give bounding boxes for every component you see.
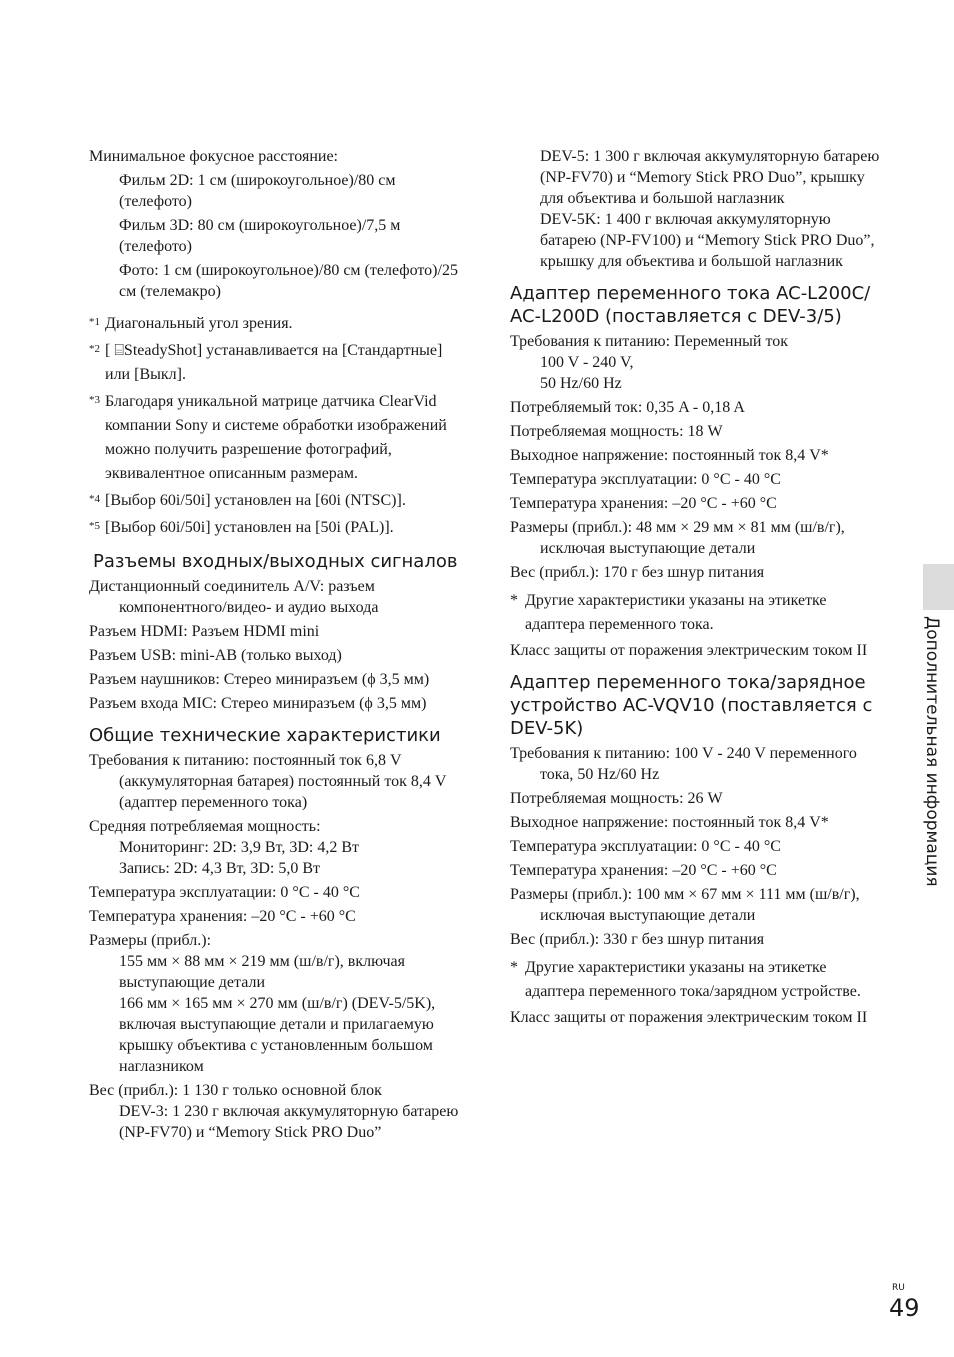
section-tab-marker — [923, 564, 954, 610]
adapter1-consumption: Потребляемая мощность: 18 W — [510, 423, 723, 440]
footnote-text: [Выбор 60i/50i] установлен на [50i (PAL)]. — [105, 519, 394, 536]
general-power: Требования к питанию: постоянный ток 6,8 V (аккумуляторная батарея) постоянный ток 8,4 V (адаптер переменного тока) — [89, 752, 447, 811]
focus-distance-title: Минимальное фокусное расстояние: — [89, 148, 338, 165]
adapter2-heading: Адаптер переменного тока/зарядное устройство AC-VQV10 (поставляется с DEV-5K) — [510, 672, 873, 739]
general-dims-dev5: 166 мм × 165 мм × 270 мм (ш/в/г) (DEV-5/5K), включая выступающие детали и прилагаемую крышку объектива с установленным большом наглазником — [119, 995, 436, 1075]
focus-film-2d: Фильм 2D: 1 см (широкоугольное)/80 см (телефото) — [119, 172, 396, 210]
footnote — [89, 516, 469, 540]
footnote-mark: *4 — [89, 493, 100, 505]
weight-dev5k: DEV-5K: 1 400 г включая аккумуляторную батарею (NP-FV100) и “Memory Stick PRO Duo”, крышку для объектива и большой наглазник — [540, 211, 875, 270]
right-column — [510, 146, 890, 1031]
adapter2-dims: Размеры (прибл.): 100 мм × 67 мм × 111 мм (ш/в/г), исключая выступающие детали — [510, 886, 860, 924]
note-mark: * — [510, 592, 518, 609]
adapter1-dims: Размеры (прибл.): 48 мм × 29 мм × 81 мм (ш/в/г), исключая выступающие детали — [510, 519, 845, 557]
adapter1-current: Потребляемый ток: 0,35 A - 0,18 A — [510, 399, 745, 416]
connector-hdmi: Разъем HDMI: Разъем HDMI mini — [89, 623, 320, 640]
left-column — [89, 146, 469, 1143]
footnote — [89, 390, 469, 486]
footnote — [89, 489, 469, 513]
general-dims-main: 155 мм × 88 мм × 219 мм (ш/в/г), включая выступающие детали — [119, 953, 405, 991]
adapter2-weight: Вес (прибл.): 330 г без шнур питания — [510, 931, 765, 948]
footnotes — [89, 312, 469, 540]
adapter2-consumption: Потребляемая мощность: 26 W — [510, 790, 723, 807]
adapter1-op-temp: Температура эксплуатации: 0 °C - 40 °C — [510, 471, 781, 488]
note-mark: * — [510, 959, 518, 976]
adapter1-note — [510, 589, 890, 637]
general-consumption-monitoring: Мониторинг: 2D: 3,9 Вт, 3D: 4,2 Вт — [119, 839, 359, 856]
footnote-mark: *1 — [89, 316, 100, 328]
adapter1-heading: Адаптер переменного тока AC-L200C/ AC-L200D (поставляется с DEV-3/5) — [510, 283, 871, 327]
adapter2-note — [510, 956, 890, 1004]
adapter1-protection: Класс защиты от поражения электрическим током II — [510, 642, 868, 659]
adapter2-output: Выходное напряжение: постоянный ток 8,4 V* — [510, 814, 829, 831]
footnote-text: [Выбор 60i/50i] установлен на [60i (NTSC)]. — [105, 492, 406, 509]
adapter2-protection: Класс защиты от поражения электрическим током II — [510, 1009, 868, 1026]
section-side-title: Дополнительная информация — [922, 616, 942, 887]
general-heading: Общие технические характеристики — [89, 725, 441, 746]
adapter1-power-frequency: 50 Hz/60 Hz — [540, 375, 622, 392]
general-consumption-title: Средняя потребляемая мощность: — [89, 818, 321, 835]
connector-usb: Разъем USB: mini-AB (только выход) — [89, 647, 342, 664]
weight-dev5: DEV-5: 1 300 г включая аккумуляторную батарею (NP-FV70) и “Memory Stick PRO Duo”, крышку для объектива и большой наглазник — [540, 148, 880, 207]
footnote-mark: *3 — [89, 394, 100, 406]
adapter1-storage-temp: Температура хранения: –20 °C - +60 °C — [510, 495, 777, 512]
general-op-temp: Температура эксплуатации: 0 °C - 40 °C — [89, 884, 360, 901]
focus-photo: Фото: 1 см (широкоугольное)/80 см (телефото)/25 см (телемакро) — [119, 262, 458, 300]
general-consumption-recording: Запись: 2D: 4,3 Вт, 3D: 5,0 Вт — [119, 860, 320, 877]
footnote-mark: *5 — [89, 520, 100, 532]
adapter1-note-text: Другие характеристики указаны на этикетке адаптера переменного тока. — [525, 592, 827, 633]
connector-mic: Разъем входа MIC: Стерео миниразъем (ϕ 3,5 мм) — [89, 695, 427, 712]
language-code: RU — [892, 1283, 905, 1293]
general-dims-title: Размеры (прибл.): — [89, 932, 212, 949]
footnote — [89, 339, 469, 387]
adapter2-storage-temp: Температура хранения: –20 °C - +60 °C — [510, 862, 777, 879]
focus-distance-block — [89, 146, 469, 302]
adapter2-op-temp: Температура эксплуатации: 0 °C - 40 °C — [510, 838, 781, 855]
footnote-text: Благодаря уникальной матрице датчика ClearVid компании Sony и системе обработки изображений можно получить разрешение фотографий, эквивалентное описанным размерам. — [105, 393, 447, 482]
connector-av: Дистанционный соединитель A/V: разъем компонентного/видео- и аудио выхода — [89, 578, 379, 616]
adapter1-weight: Вес (прибл.): 170 г без шнур питания — [510, 564, 765, 581]
footnote-mark: *2 — [89, 343, 100, 355]
adapter2-power: Требования к питанию: 100 V - 240 V переменного тока, 50 Hz/60 Hz — [510, 745, 857, 783]
focus-film-3d: Фильм 3D: 80 см (широкоугольное)/7,5 м (телефото) — [119, 217, 401, 255]
adapter2-note-text: Другие характеристики указаны на этикетке адаптера переменного тока/зарядном устройстве. — [525, 959, 861, 1000]
page-number: 49 — [889, 1294, 920, 1322]
adapter1-power-title: Требования к питанию: Переменный ток — [510, 333, 789, 350]
footnote — [89, 312, 469, 336]
adapter1-output: Выходное напряжение: постоянный ток 8,4 V* — [510, 447, 829, 464]
adapter1-power-voltage: 100 V - 240 V, — [540, 354, 634, 371]
connector-headphones: Разъем наушников: Стерео миниразъем (ϕ 3,5 мм) — [89, 671, 430, 688]
general-weight-title: Вес (прибл.): 1 130 г только основной блок — [89, 1082, 382, 1099]
footnote-text: [ ⌸SteadyShot] устанавливается на [Стандартные] или [Выкл]. — [105, 342, 443, 383]
general-weight-dev3: DEV-3: 1 230 г включая аккумуляторную батарею (NP-FV70) и “Memory Stick PRO Duo” — [119, 1103, 459, 1141]
footnote-text: Диагональный угол зрения. — [105, 315, 293, 332]
connectors-heading: Разъемы входных/выходных сигналов — [93, 551, 458, 572]
general-storage-temp: Температура хранения: –20 °C - +60 °C — [89, 908, 356, 925]
